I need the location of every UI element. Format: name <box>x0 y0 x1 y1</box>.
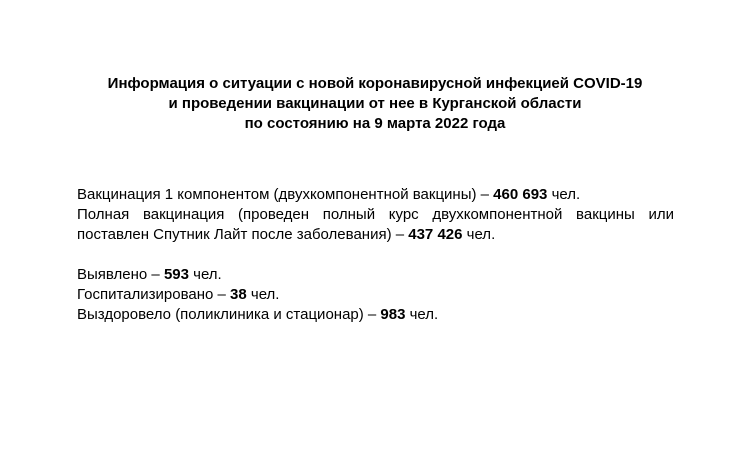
report-body <box>77 185 674 325</box>
hospitalized-value: 38 <box>230 286 247 303</box>
full-vaccination-value: 437 426 <box>408 226 463 243</box>
recovered-label: Выздоровело (поликлиника и стационар) – <box>77 306 381 323</box>
detected-line <box>77 265 674 285</box>
hospitalized-unit: чел. <box>246 286 280 303</box>
recovered-line <box>77 305 674 325</box>
first-component-label: Вакцинация 1 компонентом (двухкомпонентной вакцины) – <box>77 186 494 203</box>
recovered-unit: чел. <box>405 306 439 323</box>
hospitalized-line <box>77 285 674 305</box>
first-component-value: 460 693 <box>493 186 548 203</box>
full-vaccination-line-2 <box>77 225 674 245</box>
hospitalized-label: Госпитализировано – <box>77 286 231 303</box>
detected-unit: чел. <box>188 266 222 283</box>
title-line-1: Информация о ситуации с новой коронавирусной инфекцией COVID-19 <box>107 75 643 92</box>
first-component-line <box>77 185 674 205</box>
full-vaccination-unit: чел. <box>462 226 496 243</box>
recovered-value: 983 <box>380 306 406 323</box>
full-vaccination-label: поставлен Спутник Лайт после заболевания) – <box>77 226 409 243</box>
title-line-3: по состоянию на 9 марта 2022 года <box>244 115 506 132</box>
detected-value: 593 <box>163 266 189 283</box>
first-component-unit: чел. <box>547 186 581 203</box>
detected-label: Выявлено – <box>77 266 164 283</box>
full-vaccination-line-1: Полная вакцинация (проведен полный курс двухкомпонентной вакцины или <box>77 206 674 223</box>
page-title <box>0 74 750 134</box>
title-line-2: и проведении вакцинации от нее в Курганской области <box>168 95 582 112</box>
spacer <box>77 245 674 265</box>
